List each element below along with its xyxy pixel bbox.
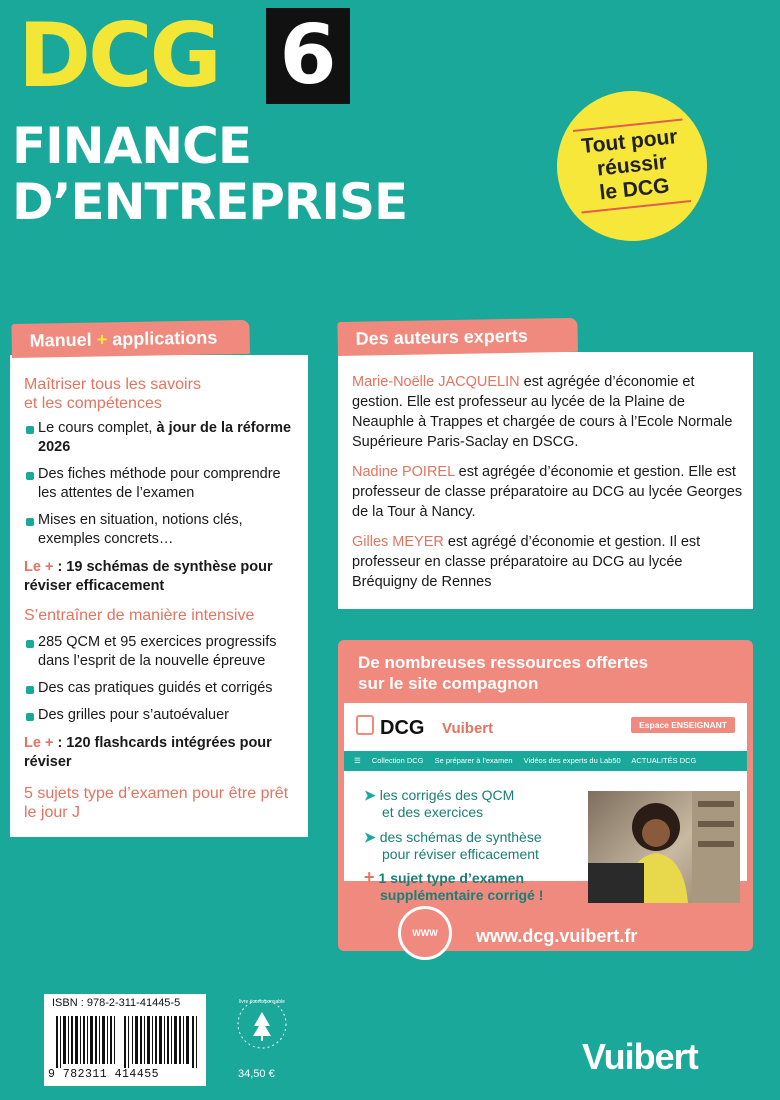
nav-item: Vidéos des experts du Lab50 bbox=[523, 756, 621, 765]
feature-item bbox=[364, 829, 542, 863]
website-preview bbox=[344, 703, 747, 903]
plus-icon: + bbox=[44, 735, 54, 751]
authors-tag: Des auteurs experts bbox=[337, 318, 578, 356]
list-item bbox=[24, 419, 296, 457]
author-name: Gilles MEYER bbox=[352, 534, 444, 550]
author-text: est agrégée d’économie et gestion. Elle est professeur de classe préparatoire au DCG au lycée Georges de la Tour à Nancy. bbox=[352, 464, 743, 520]
plus-note-flashcards bbox=[24, 734, 296, 772]
plus-label: Le bbox=[24, 559, 41, 575]
eco-label-text: livre écoresponsable bbox=[239, 999, 285, 1005]
item-text: Le cours complet, bbox=[38, 420, 157, 436]
site-publisher: Vuibert bbox=[442, 720, 494, 737]
author-bio bbox=[352, 372, 744, 452]
arrow-icon: ➤ bbox=[364, 787, 376, 803]
eco-label-icon bbox=[232, 994, 292, 1054]
barcode-icon bbox=[56, 1016, 198, 1068]
sticker-text bbox=[580, 125, 683, 207]
item-text-bold: à jour de la réforme 2026 bbox=[38, 420, 292, 455]
author-text: est agrégée d’économie et gestion. Elle est professeur au lycée de la Plaine de Neauphle à Trappes et chargée de cours à l’Ecole Normale Supérieure Paris-Saclay en DSCG. bbox=[352, 374, 733, 450]
logo-number: 6 bbox=[266, 8, 350, 104]
manuel-panel bbox=[10, 355, 308, 837]
tag-text: applications bbox=[112, 327, 218, 350]
feature-item bbox=[364, 787, 514, 821]
feature-text: les corrigés des QCM bbox=[379, 787, 515, 803]
feature-text: supplémentaire corrigé ! bbox=[380, 887, 544, 903]
feature-item-plus bbox=[364, 869, 543, 904]
author-text: est agrégé d’économie et gestion. Il est professeur en classe préparatoire au DCG au lycée Bréquigny de Rennes bbox=[352, 534, 701, 590]
author-name: Marie-Noëlle JACQUELIN bbox=[352, 374, 520, 390]
feature-text: pour réviser efficacement bbox=[382, 846, 539, 862]
nav-item: ACTUALITÉS DCG bbox=[631, 756, 697, 765]
heading-line1: Maîtriser tous les savoirs bbox=[24, 376, 201, 393]
tag-text: Manuel bbox=[29, 329, 92, 351]
feature-text: et des exercices bbox=[382, 804, 484, 820]
sticker-line1: Tout pour bbox=[580, 125, 679, 159]
author-name: Nadine POIREL bbox=[352, 464, 455, 480]
promo-sticker bbox=[550, 84, 715, 249]
book-title-line2: D’ENTREPRISE bbox=[12, 173, 408, 231]
globe-icon: WWW bbox=[398, 906, 452, 960]
price: 34,50 € bbox=[238, 1068, 275, 1080]
author-bio bbox=[352, 462, 744, 522]
title-line2: sur le site compagnon bbox=[358, 674, 539, 693]
plus-note-schemas bbox=[24, 558, 296, 596]
site-brand: DCG bbox=[380, 717, 425, 739]
section-heading-savoirs bbox=[24, 375, 296, 413]
plus-label: Le bbox=[24, 735, 41, 751]
arrow-icon: ➤ bbox=[364, 829, 376, 845]
student-photo bbox=[588, 791, 740, 903]
isbn: ISBN : 978-2-311-41445-5 bbox=[52, 997, 181, 1009]
plus-icon: + bbox=[44, 559, 54, 575]
site-nav bbox=[344, 751, 747, 771]
plus-text: : 19 schémas de synthèse pour réviser efficacement bbox=[24, 559, 273, 594]
resources-panel bbox=[338, 640, 753, 951]
student-illustration bbox=[588, 791, 740, 903]
title-line1: De nombreuses ressources offertes bbox=[358, 653, 649, 672]
authors-panel bbox=[338, 352, 753, 609]
sticker-line3: le DCG bbox=[598, 174, 671, 205]
heading-line2: et les compétences bbox=[24, 395, 162, 412]
espace-enseignant-button: Espace ENSEIGNANT bbox=[631, 717, 735, 733]
nav-item: Se préparer à l’examen bbox=[434, 756, 513, 765]
book-title-line1: FINANCE bbox=[12, 117, 251, 175]
site-logo-icon bbox=[356, 715, 374, 735]
author-bio bbox=[352, 532, 744, 592]
plus-icon: + bbox=[364, 867, 375, 887]
plus-text: : 120 flashcards intégrées pour réviser bbox=[24, 735, 272, 770]
manuel-tag bbox=[11, 320, 250, 358]
list-item: Des grilles pour s’autoévaluer bbox=[24, 706, 296, 725]
plus-icon: + bbox=[96, 329, 108, 350]
website-url[interactable]: www.dcg.vuibert.fr bbox=[476, 926, 638, 946]
logo-brand: DCG bbox=[18, 4, 219, 107]
feature-text: des schémas de synthèse bbox=[379, 829, 542, 845]
sticker-line2: réussir bbox=[595, 150, 668, 181]
menu-icon: ☰ bbox=[354, 756, 361, 765]
section-heading-sujets: 5 sujets type d’examen pour être prêt le jour J bbox=[24, 785, 289, 821]
section-heading-entrainer: S’entraîner de manière intensive bbox=[24, 607, 255, 624]
list-item: Mises en situation, notions clés, exemples concrets… bbox=[24, 511, 296, 549]
barcode-digits: 9 782311 414455 bbox=[48, 1068, 160, 1081]
list-item: 285 QCM et 95 exercices progressifs dans l’esprit de la nouvelle épreuve bbox=[24, 633, 296, 671]
barcode-block bbox=[44, 994, 206, 1086]
list-item: Des cas pratiques guidés et corrigés bbox=[24, 679, 296, 698]
resources-title bbox=[358, 652, 648, 694]
publisher-logo: Vuibert bbox=[582, 1036, 698, 1077]
feature-text: 1 sujet type d’examen bbox=[378, 870, 525, 886]
list-item: Des fiches méthode pour comprendre les attentes de l’examen bbox=[24, 465, 296, 503]
nav-item: Collection DCG bbox=[371, 756, 424, 765]
